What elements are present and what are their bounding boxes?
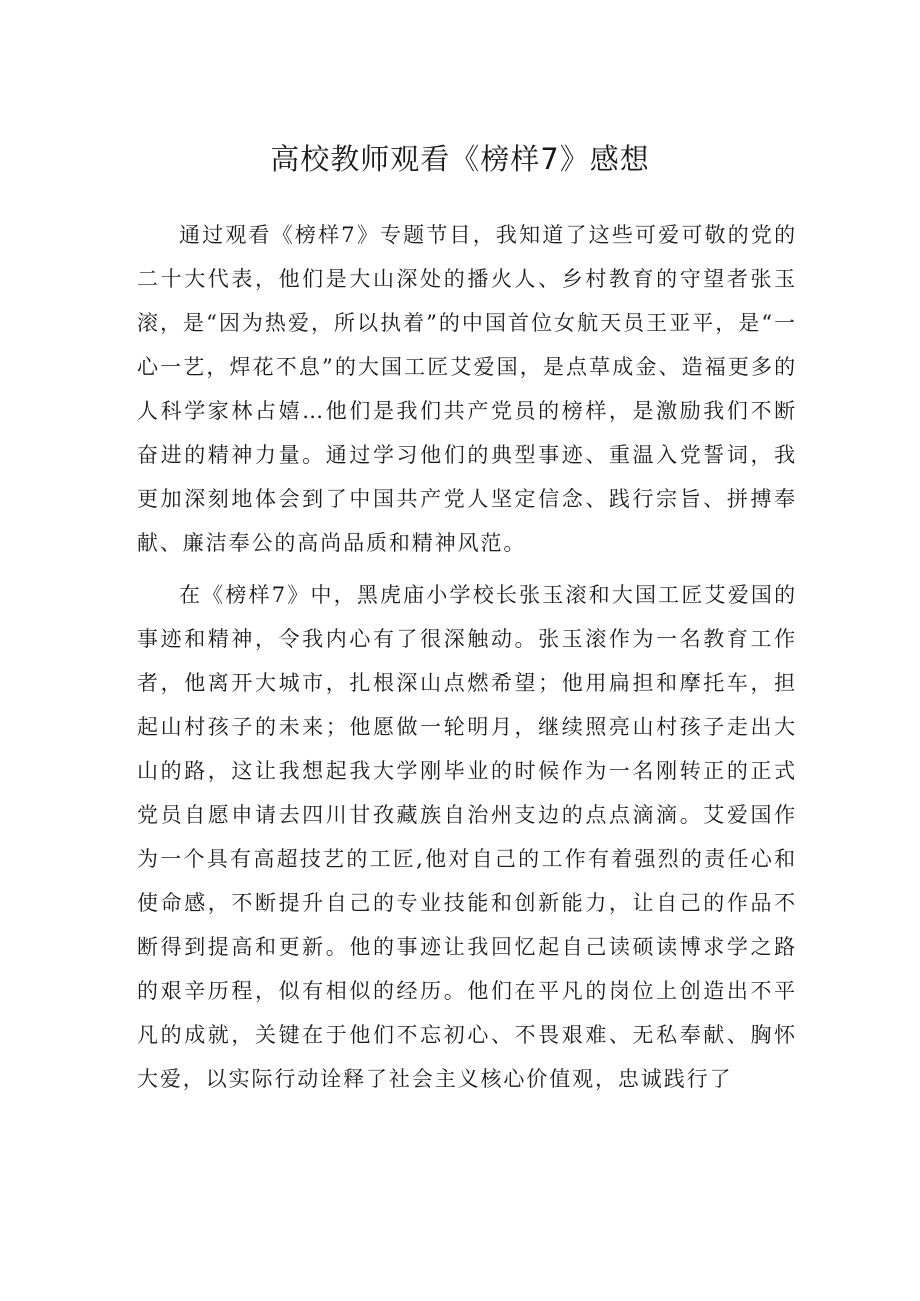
paragraph-2: 在《榜样7》中，黑虎庙小学校长张玉滚和大国工匠艾爱国的事迹和精神，令我内心有了很深触动。张玉滚作为一名教育工作者，他离开大城市，扎根深山点燃希望；他用扁担和摩托车，担起山村孩子的未来；他愿做一轮明月，继续照亮山村孩子走出大山的路，这让我想起我大学刚毕业的时候作为一名刚转正的正式党员自愿申请去四川甘孜藏族自治州支边的点点滴滴。艾爱国作为一个具有高超技艺的工匠,他对自己的工作有着强烈的责任心和使命感，不断提升自己的专业技能和创新能力，让自己的作品不断得到提高和更新。他的事迹让我回忆起自己读硕读博求学之路的艰辛历程，似有相似的经历。他们在平凡的岗位上创造出不平凡的成就，关键在于他们不忘初心、不畏艰难、无私奉献、胸怀大爱，以实际行动诠释了社会主义核心价值观，忠诚践行了 <box>137 583 797 1091</box>
document-body <box>137 213 797 1101</box>
document-title: 高校教师观看《榜样7》感想 <box>270 142 650 176</box>
paragraph-1: 通过观看《榜样7》专题节目，我知道了这些可爱可敬的党的二十大代表，他们是大山深处的播火人、乡村教育的守望者张玉滚，是“因为热爱，所以执着”的中国首位女航天员王亚平，是“一心一艺，焊花不息”的大国工匠艾爱国，是点草成金、造福更多的人科学家林占嬉…他们是我们共产党员的榜样，是激励我们不断奋进的精神力量。通过学习他们的典型事迹、重温入党誓词，我更加深刻地体会到了中国共产党人坚定信念、践行宗旨、拼搏奉献、廉洁奉公的高尚品质和精神风范。 <box>137 223 797 555</box>
